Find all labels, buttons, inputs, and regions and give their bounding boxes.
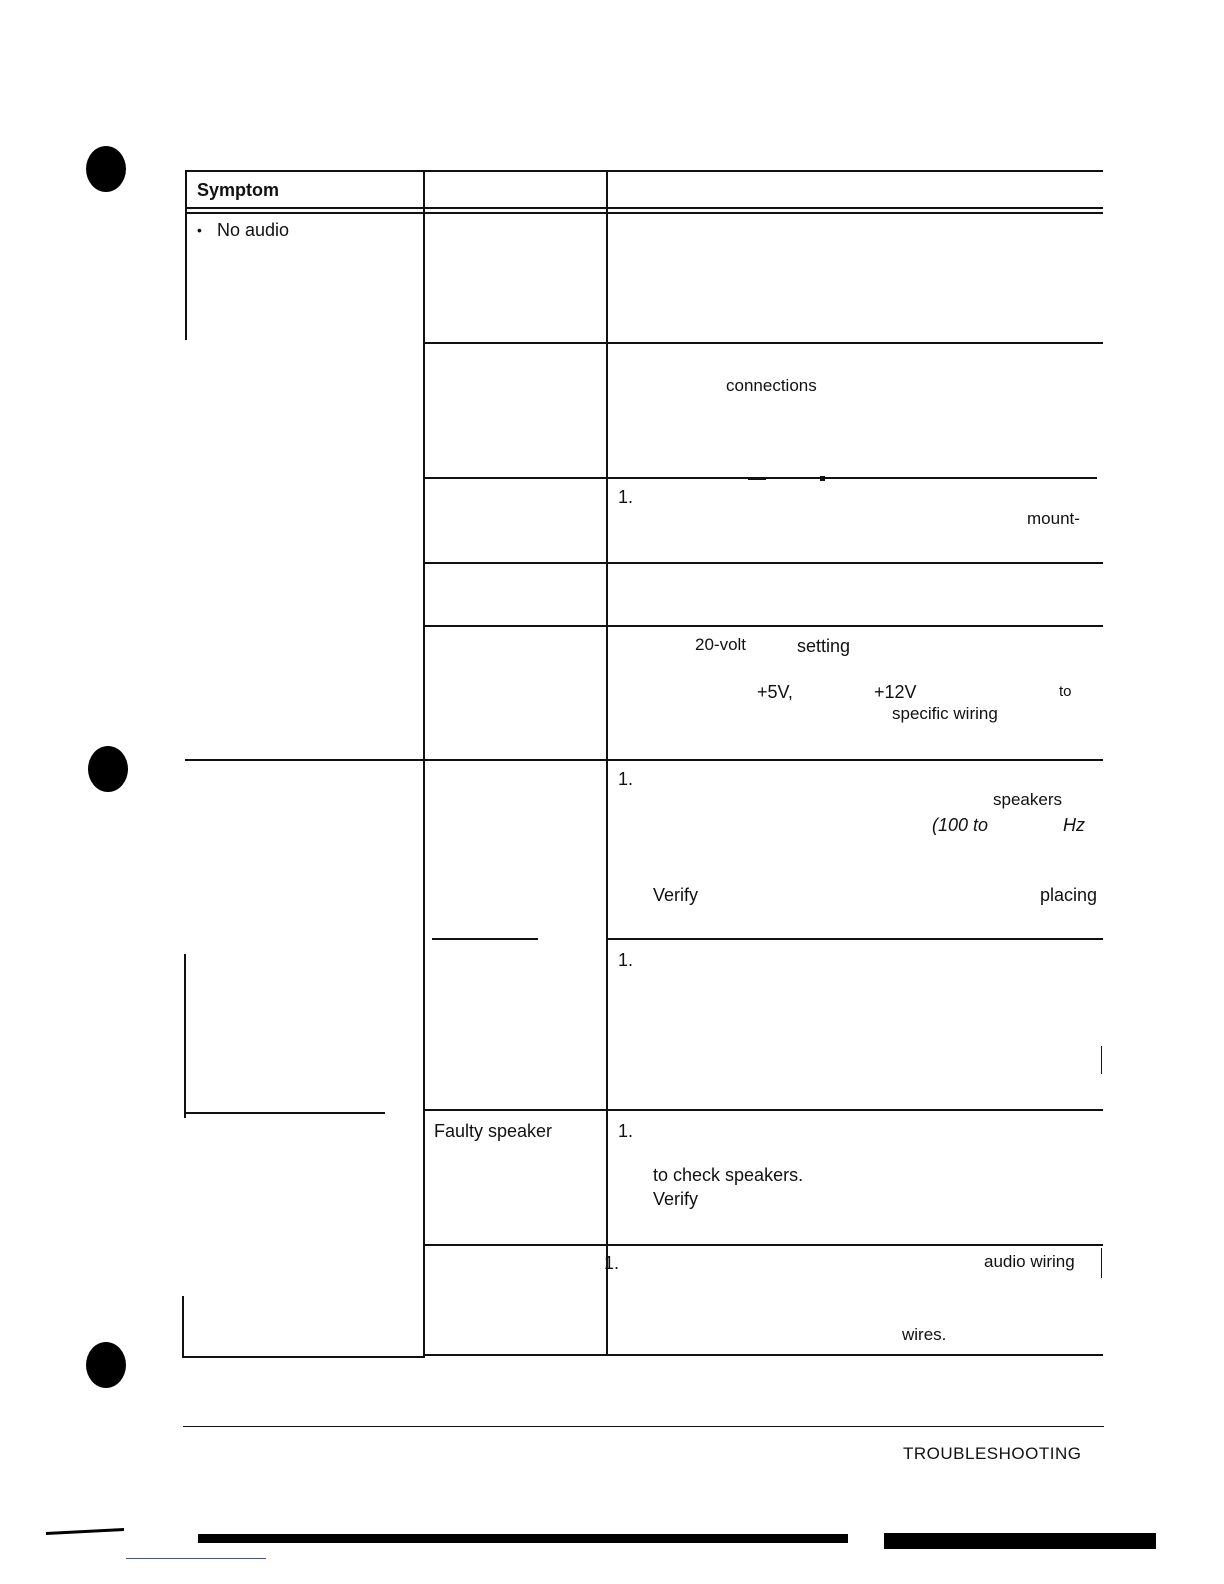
cause-faulty-speaker: Faulty speaker <box>434 1121 553 1141</box>
scan-bar-right <box>884 1533 1156 1549</box>
cell-audio-wiring: audio wiring <box>984 1252 1075 1271</box>
header-symptom: Symptom <box>197 180 280 200</box>
cell-to: to <box>1059 683 1072 700</box>
cell-connections: connections <box>726 376 817 395</box>
cell-specific-wiring: specific wiring <box>892 704 998 723</box>
scan-bar-left <box>198 1534 848 1543</box>
binder-hole-middle <box>88 746 128 792</box>
cell-mount: mount- <box>1027 509 1080 528</box>
cell-speakers: speakers <box>993 790 1062 809</box>
scan-mark <box>46 1528 124 1535</box>
cell-plus5v: +5V, <box>757 682 793 702</box>
binder-hole-bottom <box>86 1342 126 1388</box>
cell-hz: Hz <box>1063 815 1085 835</box>
cell-verify: Verify <box>653 885 699 905</box>
cell-verify-2: Verify <box>653 1189 699 1209</box>
cell-setting: setting <box>797 636 851 656</box>
step-number: 1. <box>618 1121 634 1141</box>
footer-rule <box>183 1426 1104 1427</box>
symptom-bullet: • <box>197 222 202 238</box>
binder-hole-top <box>86 146 126 192</box>
cell-placing: placing <box>1040 885 1098 905</box>
cell-check-speakers: to check speakers. <box>653 1165 804 1185</box>
cell-wires: wires. <box>902 1325 947 1344</box>
cell-20-volt: 20-volt <box>695 635 747 654</box>
step-number: 1. <box>618 487 634 507</box>
footer-section-title: TROUBLESHOOTING <box>903 1444 1082 1463</box>
step-number: 1. <box>618 950 634 970</box>
scan-link-line <box>126 1558 266 1559</box>
step-number: 1. <box>604 1253 620 1273</box>
cell-100-to: (100 to <box>932 815 989 835</box>
symptom-no-audio: No audio <box>217 220 290 240</box>
cell-plus12v: +12V <box>874 682 917 702</box>
step-number: 1. <box>618 769 634 789</box>
